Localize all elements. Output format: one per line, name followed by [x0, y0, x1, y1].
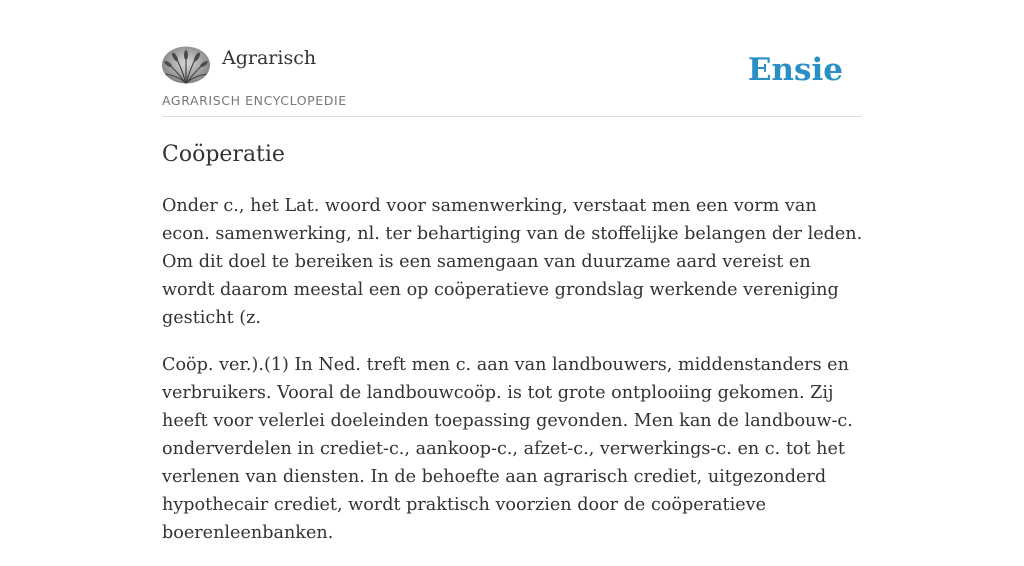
- site-header: [162, 46, 862, 117]
- brand-logo-link[interactable]: Ensie: [747, 52, 843, 88]
- site-subtitle: AGRARISCH ENCYCLOPEDIE: [162, 93, 347, 108]
- article-paragraph: Coöp. ver.).(1) In Ned. treft men c. aan van landbouwers, middenstanders en verbruikers. Vooral de landbouwcoöp. is tot grote ontplooiing gekomen. Zij heeft voor velerlei doeleinden toepassing gevonden. Men kan de landbouw-c. onderverdelen in crediet-c., aankoop-c., afzet-c., verwerkings-c. en c. tot het verlenen van diensten. In de behoefte aan agrarisch crediet, uitgezonderd hypothecair crediet, wordt praktisch voorzien door de coöperatieve boerenleenbanken.: [162, 355, 853, 543]
- site-name[interactable]: Agrarisch: [222, 47, 317, 69]
- article-body: [162, 192, 866, 566]
- article-paragraph: Onder c., het Lat. woord voor samenwerking, verstaat men een vorm van econ. samenwerking, nl. ter behartiging van de stoffelijke belangen der leden. Om dit doel te bereiken is een samengaan van duurzame aard vereist en wordt daarom meestal een op coöperatieve grondslag werkende vereniging gesticht (z.: [162, 196, 863, 328]
- wheat-logo-icon[interactable]: [162, 46, 210, 84]
- article-title: Coöperatie: [162, 142, 285, 167]
